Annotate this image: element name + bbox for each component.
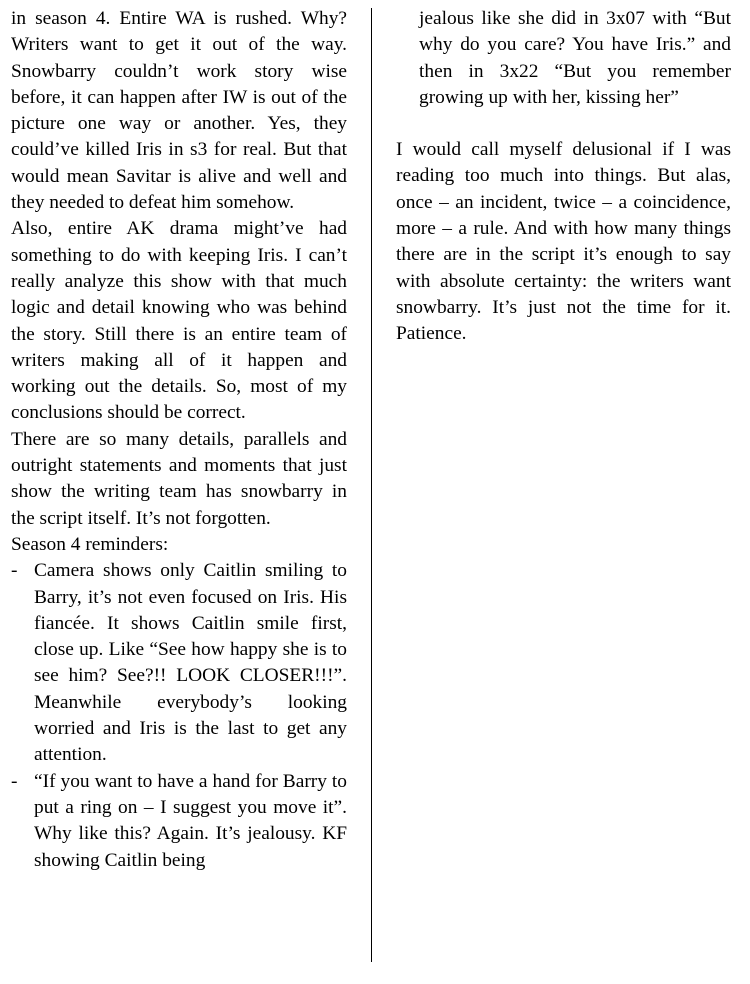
column-divider [371, 8, 372, 962]
list-item [11, 769, 347, 874]
list-bullet-dash: - [11, 560, 18, 582]
list-item-text: “If you want to have a hand for Barry to put a ring on – I suggest you move it”. Why like this? Again. It’s jealousy. KF showing Caitlin being [34, 770, 347, 871]
paragraph-details-parallels: There are so many details, parallels and outright statements and moments that just show the writing team has snowbarry in the script itself. It’s not forgotten. [11, 428, 347, 529]
reminders-list [11, 558, 347, 874]
right-column [396, 6, 731, 348]
left-column [11, 6, 347, 874]
list-item-text: Camera shows only Caitlin smiling to Barry, it’s not even focused on Iris. His fiancée. It shows Caitlin smile first, close up. Like “See how happy she is to see him? See?!! LOOK CLOSER!!!”. Meanwhile everybody’s looking worried and Iris is the last to get any attention. [34, 560, 347, 766]
list-item [11, 558, 347, 768]
paragraph-spacer [396, 111, 731, 137]
paragraph-ak-drama: Also, entire AK drama might’ve had something to do with keeping Iris. I can’t really analyze this show with that much logic and detail knowing who was behind the story. Still there is an entire team of writers making all of it happen and working out the details. So, most of my conclusions should be correct. [11, 218, 347, 424]
paragraph-season4-rushed: in season 4. Entire WA is rushed. Why? Writers want to get it out of the way. Snowbarry couldn’t work story wise before, it can happen after IW is out of the picture one way or another. Yes, they could’ve killed Iris in s3 for real. But that would mean Savitar is alive and well and they needed to defeat him somehow. [11, 8, 347, 214]
list-item-continuation: jealous like she did in 3x07 with “But why do you care? You have Iris.” and then in 3x22 “But you remember growing up with her, kissing her” [419, 8, 731, 108]
paragraph-conclusion: I would call myself delusional if I was reading too much into things. But alas, once – an incident, twice – a coincidence, more – a rule. And with how many things there are in the script it’s enough to say with absolute certainty: the writers want snowbarry. It’s just not the time for it. Patience. [396, 139, 731, 345]
section-heading-reminders: Season 4 reminders: [11, 533, 169, 555]
list-bullet-dash: - [11, 770, 18, 792]
